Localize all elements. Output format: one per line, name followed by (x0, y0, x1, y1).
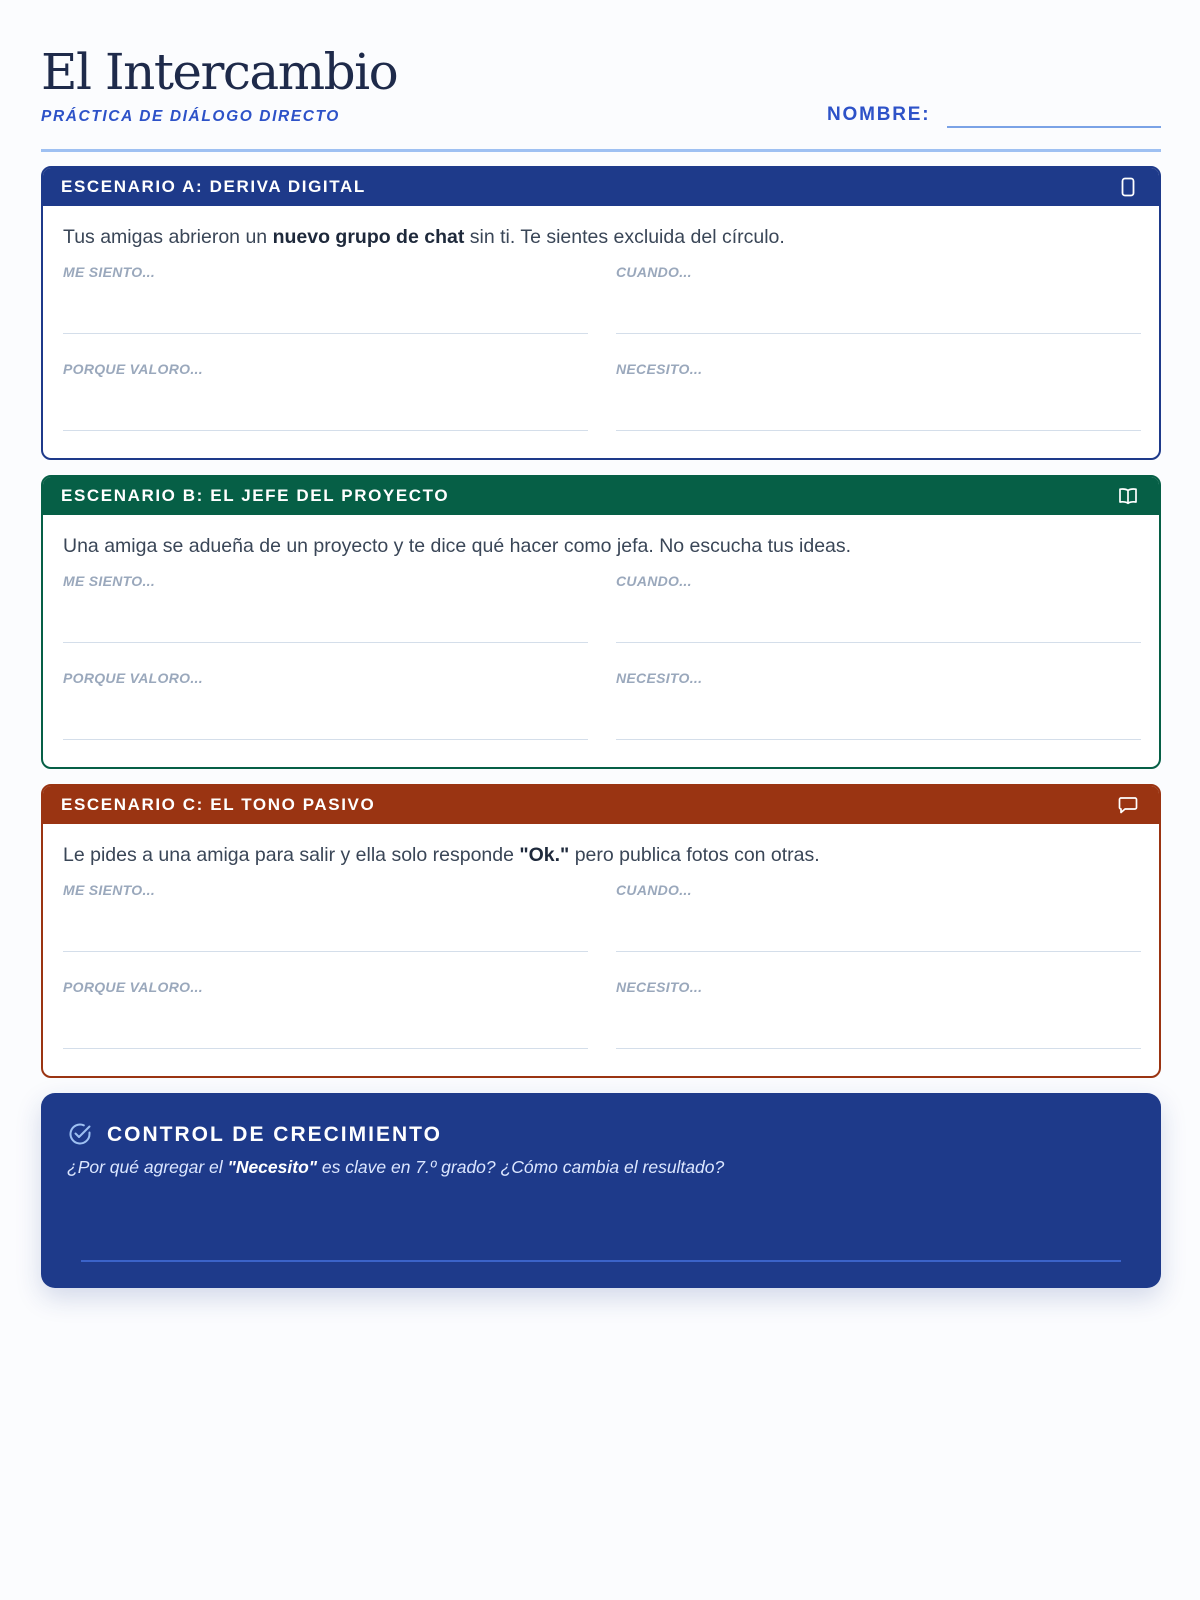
field-label: CUANDO... (616, 882, 692, 898)
worksheet-page (41, 0, 1161, 1177)
check-circle-icon (67, 1121, 93, 1147)
field-me-siento[interactable] (63, 882, 588, 898)
field-cuando[interactable] (616, 264, 1141, 280)
scenario-prompt: Le pides a una amiga para salir y ella solo responde "Ok." pero publica fotos con otras. (63, 844, 820, 866)
worksheet-header (41, 0, 1161, 152)
answer-line[interactable] (616, 430, 1141, 431)
scenario-card-a (41, 166, 1161, 460)
book-icon (1117, 485, 1139, 507)
field-label: NECESITO... (616, 670, 703, 686)
answer-line[interactable] (63, 1048, 588, 1049)
field-me-siento[interactable] (63, 264, 588, 280)
answer-line[interactable] (63, 951, 588, 952)
scenario-title: ESCENARIO B: EL JEFE DEL PROYECTO (61, 486, 450, 505)
field-label: PORQUE VALORO... (63, 361, 203, 377)
field-porque-valoro[interactable] (63, 670, 588, 686)
growth-answer-line[interactable] (81, 1260, 1121, 1262)
answer-line[interactable] (616, 739, 1141, 740)
chat-bubble-icon (1117, 794, 1139, 816)
field-label: PORQUE VALORO... (63, 979, 203, 995)
scenario-title: ESCENARIO A: DERIVA DIGITAL (61, 177, 366, 196)
scenario-card-c (41, 784, 1161, 1078)
field-necesito[interactable] (616, 361, 1141, 377)
scenario-header (43, 168, 1159, 206)
field-necesito[interactable] (616, 670, 1141, 686)
field-label: PORQUE VALORO... (63, 670, 203, 686)
scenario-prompt: Tus amigas abrieron un nuevo grupo de chat sin ti. Te sientes excluida del círculo. (63, 226, 785, 248)
answer-line[interactable] (616, 642, 1141, 643)
field-me-siento[interactable] (63, 573, 588, 589)
answer-line[interactable] (63, 642, 588, 643)
field-label: ME SIENTO... (63, 573, 156, 589)
answer-line[interactable] (63, 739, 588, 740)
answer-line[interactable] (616, 1048, 1141, 1049)
growth-title: CONTROL DE CRECIMIENTO (107, 1123, 442, 1146)
field-porque-valoro[interactable] (63, 361, 588, 377)
scenario-header (43, 786, 1159, 824)
scenario-header (43, 477, 1159, 515)
field-cuando[interactable] (616, 573, 1141, 589)
scenario-title: ESCENARIO C: EL TONO PASIVO (61, 795, 376, 814)
name-label: NOMBRE: (827, 104, 931, 125)
phone-icon (1117, 176, 1139, 198)
field-necesito[interactable] (616, 979, 1141, 995)
name-input-line[interactable] (947, 126, 1161, 128)
field-label: NECESITO... (616, 361, 703, 377)
growth-question: ¿Por qué agregar el "Necesito" es clave en 7.º grado? ¿Cómo cambia el resultado? (67, 1157, 725, 1177)
answer-line[interactable] (616, 333, 1141, 334)
page-title: El Intercambio (41, 43, 398, 101)
field-label: NECESITO... (616, 979, 703, 995)
scenario-card-b (41, 475, 1161, 769)
field-label: CUANDO... (616, 264, 692, 280)
answer-line[interactable] (63, 430, 588, 431)
answer-line[interactable] (616, 951, 1141, 952)
growth-check-box (41, 1093, 1161, 1288)
field-label: CUANDO... (616, 573, 692, 589)
field-label: ME SIENTO... (63, 264, 156, 280)
page-subtitle: PRÁCTICA DE DIÁLOGO DIRECTO (41, 108, 340, 125)
field-porque-valoro[interactable] (63, 979, 588, 995)
field-label: ME SIENTO... (63, 882, 156, 898)
field-cuando[interactable] (616, 882, 1141, 898)
scenario-prompt: Una amiga se adueña de un proyecto y te dice qué hacer como jefa. No escucha tus ideas. (63, 535, 852, 557)
answer-line[interactable] (63, 333, 588, 334)
